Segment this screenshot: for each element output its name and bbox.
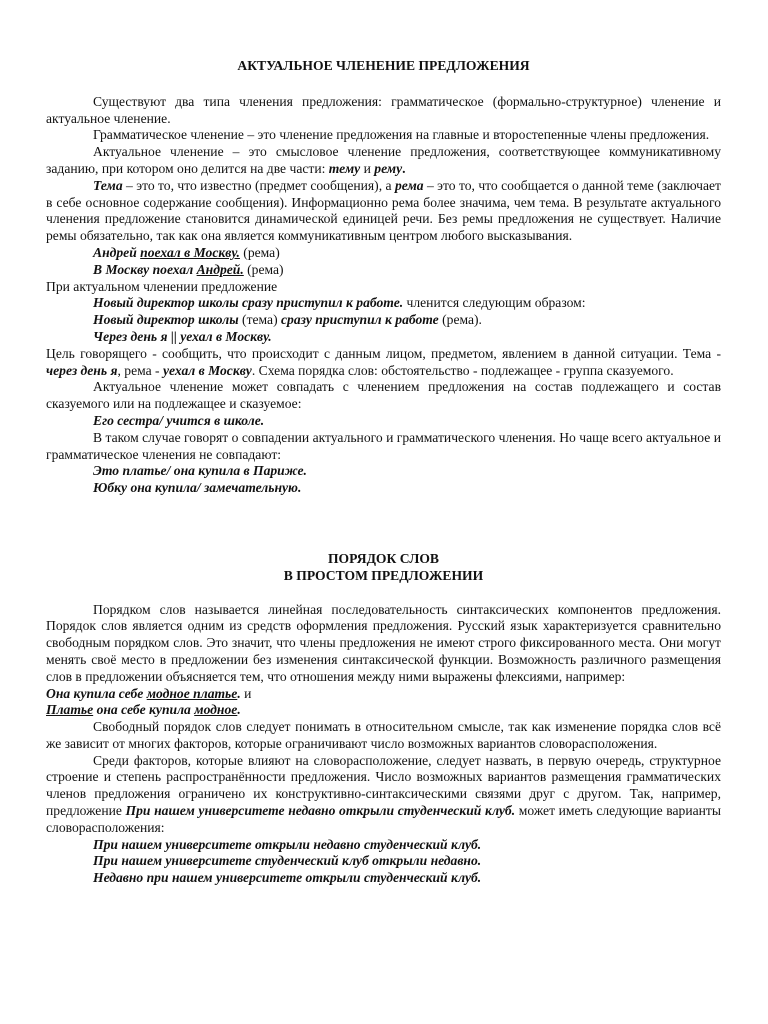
example-sentence: Это платье/ она купила в Париже. bbox=[93, 463, 307, 479]
paragraph: Цель говорящего - сообщить, что происходит с данным лицом, предметом, явлением в данной ситуации. Тема - через день я, рема - уехал в Москву. Схема порядка слов: обстоятельство - подлежащее - группа сказуемого. bbox=[46, 345, 721, 378]
section-title: ПОРЯДОК СЛОВ bbox=[327, 550, 440, 566]
example-sentence: Она купила себе модное платье. и bbox=[46, 685, 252, 701]
example-sentence: Новый директор школы (тема) сразу приступил к работе (рема). bbox=[93, 312, 482, 328]
example-sentence: Юбку она купила/ замечательную. bbox=[93, 480, 302, 496]
paragraph: Существуют два типа членения предложения: грамматическое (формально-структурное) членение и актуальное членение. bbox=[46, 93, 721, 126]
term-rema: рему bbox=[374, 160, 403, 176]
section-spacer bbox=[46, 497, 721, 551]
section-title: АКТУАЛЬНОЕ ЧЛЕНЕНИЕ ПРЕДЛОЖЕНИЯ bbox=[237, 58, 530, 73]
paragraph: Актуальное членение – это смысловое членение предложения, соответствующее коммуникативному заданию, при котором оно делится на две части: тему и рему. bbox=[46, 144, 721, 176]
example-sentence: Недавно при нашем университете открыли студенческий клуб. bbox=[93, 870, 482, 886]
section-subtitle: В ПРОСТОМ ПРЕДЛОЖЕНИИ bbox=[283, 567, 484, 583]
example-sentence: При нашем университете студенческий клуб открыли недавно. bbox=[93, 853, 482, 869]
term-rema: рема bbox=[394, 177, 424, 193]
example-sentence: Его сестра/ учится в школе. bbox=[93, 412, 265, 428]
example-sentence: Андрей поехал в Москву. (рема) bbox=[93, 244, 280, 260]
example-sentence: Платье она себе купила модное. bbox=[46, 702, 241, 718]
example-sentence: В Москву поехал Андрей. (рема) bbox=[93, 261, 284, 277]
paragraph: Тема – это то, что известно (предмет сообщения), а рема – это то, что сообщается о данной теме (заключает в себе основное содержание сообщения). Информационно рема более значима, чем тема. В результате актуального членения предложение становится динамической единицей речи. Без ремы предложения не существует. Наличие ремы обязательно, так как она является коммуникативным центром любого высказывания. bbox=[46, 177, 721, 244]
example-sentence: Новый директор школы сразу приступил к работе. членится следующим образом: bbox=[93, 295, 586, 311]
paragraph: При актуальном членении предложение bbox=[46, 278, 278, 294]
term-tema: тему bbox=[328, 160, 361, 176]
paragraph: Среди факторов, которые влияют на словорасположение, следует назвать, в первую очередь, структурное строение и степень распространённости предложения. Число возможных вариантов размещения грамматических членов предложения ограничено их конструктивно-синтаксическими связями друг с другом. Так, например, предложение При нашем университете недавно открыли студенческий клуб. может иметь следующие варианты словорасположения: bbox=[46, 752, 721, 835]
term-tema: Тема bbox=[93, 177, 123, 193]
paragraph: Порядком слов называется линейная последовательность синтаксических компонентов предложения. Порядок слов является одним из средств оформления предложения. Русский язык характеризуется сравнительно свободным порядком слов. Это значит, что члены предложения не имеют строго фиксированного места. Они могут менять своё место в предложении без изменения синтаксической функции. Возможность различного размещения слов в предложении объясняется тем, что отношения между ними выражены флексиями, например: bbox=[46, 601, 721, 684]
paragraph: В таком случае говорят о совпадении актуального и грамматического членения. Но чаще всего актуальное и грамматическое членения не совпадают: bbox=[46, 429, 721, 462]
paragraph: Актуальное членение может совпадать с членением предложения на состав подлежащего и состав сказуемого или на подлежащее и сказуемое: bbox=[46, 379, 721, 412]
paragraph: Свободный порядок слов следует понимать в относительном смысле, так как изменение порядка слов всё же зависит от многих факторов, которые ограничивают число возможных вариантов словорасположения. bbox=[46, 719, 721, 751]
paragraph: Грамматическое членение – это членение предложения на главные и второстепенные члены предложения. bbox=[93, 127, 710, 143]
example-sentence: Через день я || уехал в Москву. bbox=[93, 328, 272, 344]
example-sentence: При нашем университете открыли недавно студенческий клуб. bbox=[93, 836, 482, 852]
